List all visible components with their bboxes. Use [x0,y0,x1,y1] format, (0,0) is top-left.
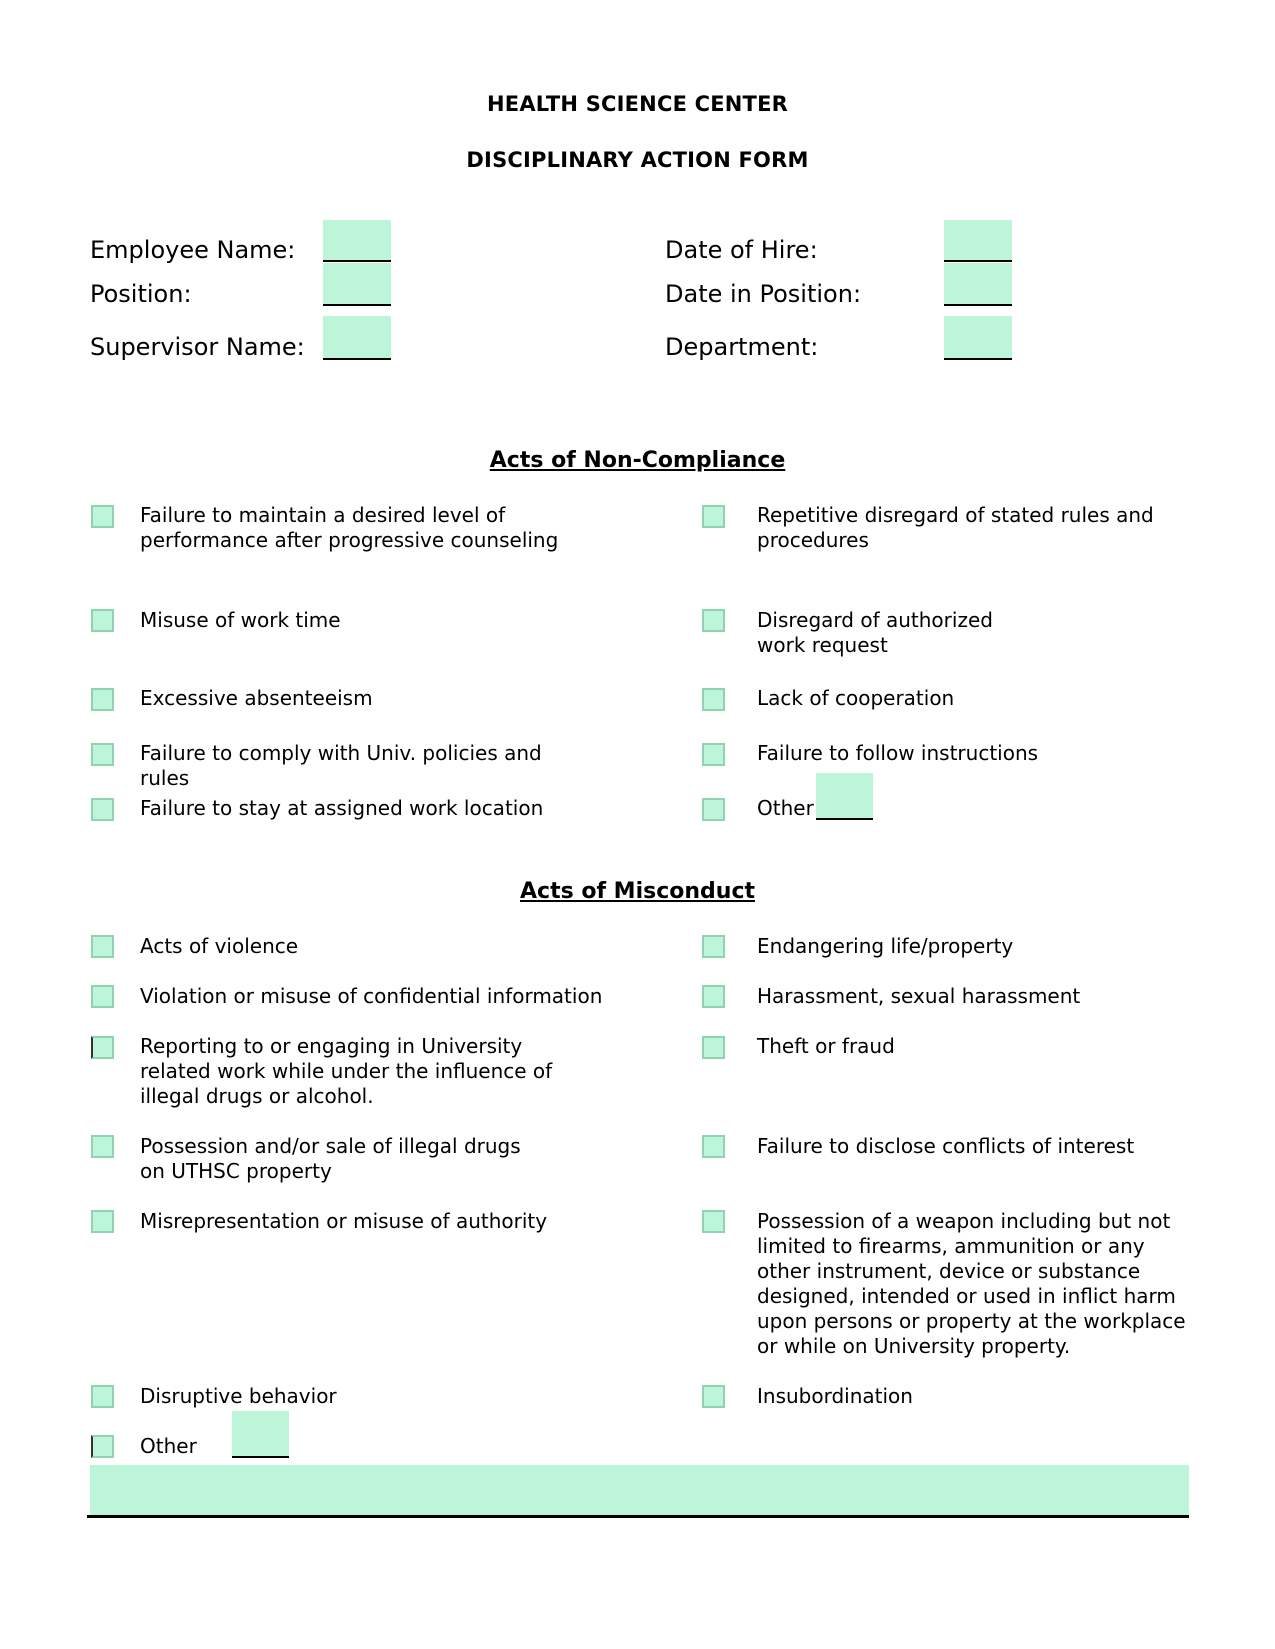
mc-left-item: Violation or misuse of confidential information [140,984,603,1008]
checkbox-nc-left-3[interactable] [91,743,114,766]
checkbox-nc-right-4[interactable] [702,798,725,821]
date-in-position-label: Date in Position: [665,280,862,308]
mc-right-item: Failure to disclose conflicts of interest [757,1134,1135,1158]
checkbox-nc-left-2[interactable] [91,688,114,711]
position-field[interactable] [323,263,391,306]
checkbox-mc-right-5[interactable] [702,1385,725,1408]
checkbox-mc-left-2[interactable] [91,1036,114,1059]
supervisor-name-label: Supervisor Name: [90,333,305,361]
form-title: DISCIPLINARY ACTION FORM [466,148,809,172]
checkbox-mc-left-5[interactable] [91,1385,114,1408]
department-field[interactable] [944,316,1012,360]
checkbox-mc-left-6[interactable] [91,1435,114,1458]
nc-other-label: Other [757,796,814,820]
nc-right-item: Repetitive disregard of stated rules and procedures [757,503,1154,552]
bottom-rule [87,1515,1189,1518]
checkbox-nc-right-2[interactable] [702,688,725,711]
nc-left-item: Excessive absenteeism [140,686,373,710]
checkbox-nc-right-0[interactable] [702,505,725,528]
misconduct-heading: Acts of Misconduct [520,879,755,904]
mc-other-label: Other [140,1434,197,1458]
mc-left-item: Possession and/or sale of illegal drugs on UTHSC property [140,1134,521,1183]
explanation-field[interactable] [90,1465,1189,1515]
checkbox-mc-right-3[interactable] [702,1135,725,1158]
mc-right-item: Insubordination [757,1384,913,1408]
checkbox-mc-right-2[interactable] [702,1036,725,1059]
nc-right-item: Lack of cooperation [757,686,955,710]
checkbox-nc-right-1[interactable] [702,609,725,632]
mc-right-item: Possession of a weapon including but not limited to firearms, ammunition or any other instrument, device or substance designed, intended or used in inflict harm upon persons or property at the workplace or while on University property. [757,1209,1186,1358]
non-compliance-heading: Acts of Non-Compliance [489,448,786,473]
nc-left-item: Failure to comply with Univ. policies and rules [140,741,542,790]
checkbox-nc-left-0[interactable] [91,505,114,528]
mc-left-item: Misrepresentation or misuse of authority [140,1209,548,1233]
mc-left-item: Acts of violence [140,934,299,958]
checkbox-mc-left-4[interactable] [91,1210,114,1233]
date-of-hire-field[interactable] [944,220,1012,262]
mc-left-item: Reporting to or engaging in University related work while under the influence of illegal drugs or alcohol. [140,1034,553,1108]
checkbox-mc-right-1[interactable] [702,985,725,1008]
mc-other-field[interactable] [232,1411,289,1458]
checkbox-nc-left-1[interactable] [91,609,114,632]
nc-left-item: Failure to maintain a desired level of performance after progressive counseling [140,503,559,552]
employee-name-label: Employee Name: [90,236,296,264]
checkbox-mc-left-1[interactable] [91,985,114,1008]
department-label: Department: [665,333,819,361]
nc-right-item: Disregard of authorized work request [757,608,993,657]
date-of-hire-label: Date of Hire: [665,236,818,264]
mc-right-item: Harassment, sexual harassment [757,984,1081,1008]
nc-left-item: Misuse of work time [140,608,341,632]
mc-right-item: Endangering life/property [757,934,1014,958]
mc-right-item: Theft or fraud [757,1034,895,1058]
checkbox-mc-right-0[interactable] [702,935,725,958]
nc-left-item: Failure to stay at assigned work location [140,796,544,820]
checkbox-mc-left-3[interactable] [91,1135,114,1158]
nc-right-item: Failure to follow instructions [757,741,1039,765]
org-title: HEALTH SCIENCE CENTER [487,92,788,116]
employee-name-field[interactable] [323,220,391,262]
checkbox-nc-right-3[interactable] [702,743,725,766]
checkbox-nc-left-4[interactable] [91,798,114,821]
nc-other-field[interactable] [816,773,873,820]
checkbox-mc-right-4[interactable] [702,1210,725,1233]
checkbox-mc-left-0[interactable] [91,935,114,958]
supervisor-name-field[interactable] [323,316,391,360]
mc-left-item: Disruptive behavior [140,1384,337,1408]
position-label: Position: [90,280,192,308]
date-in-position-field[interactable] [944,263,1012,306]
